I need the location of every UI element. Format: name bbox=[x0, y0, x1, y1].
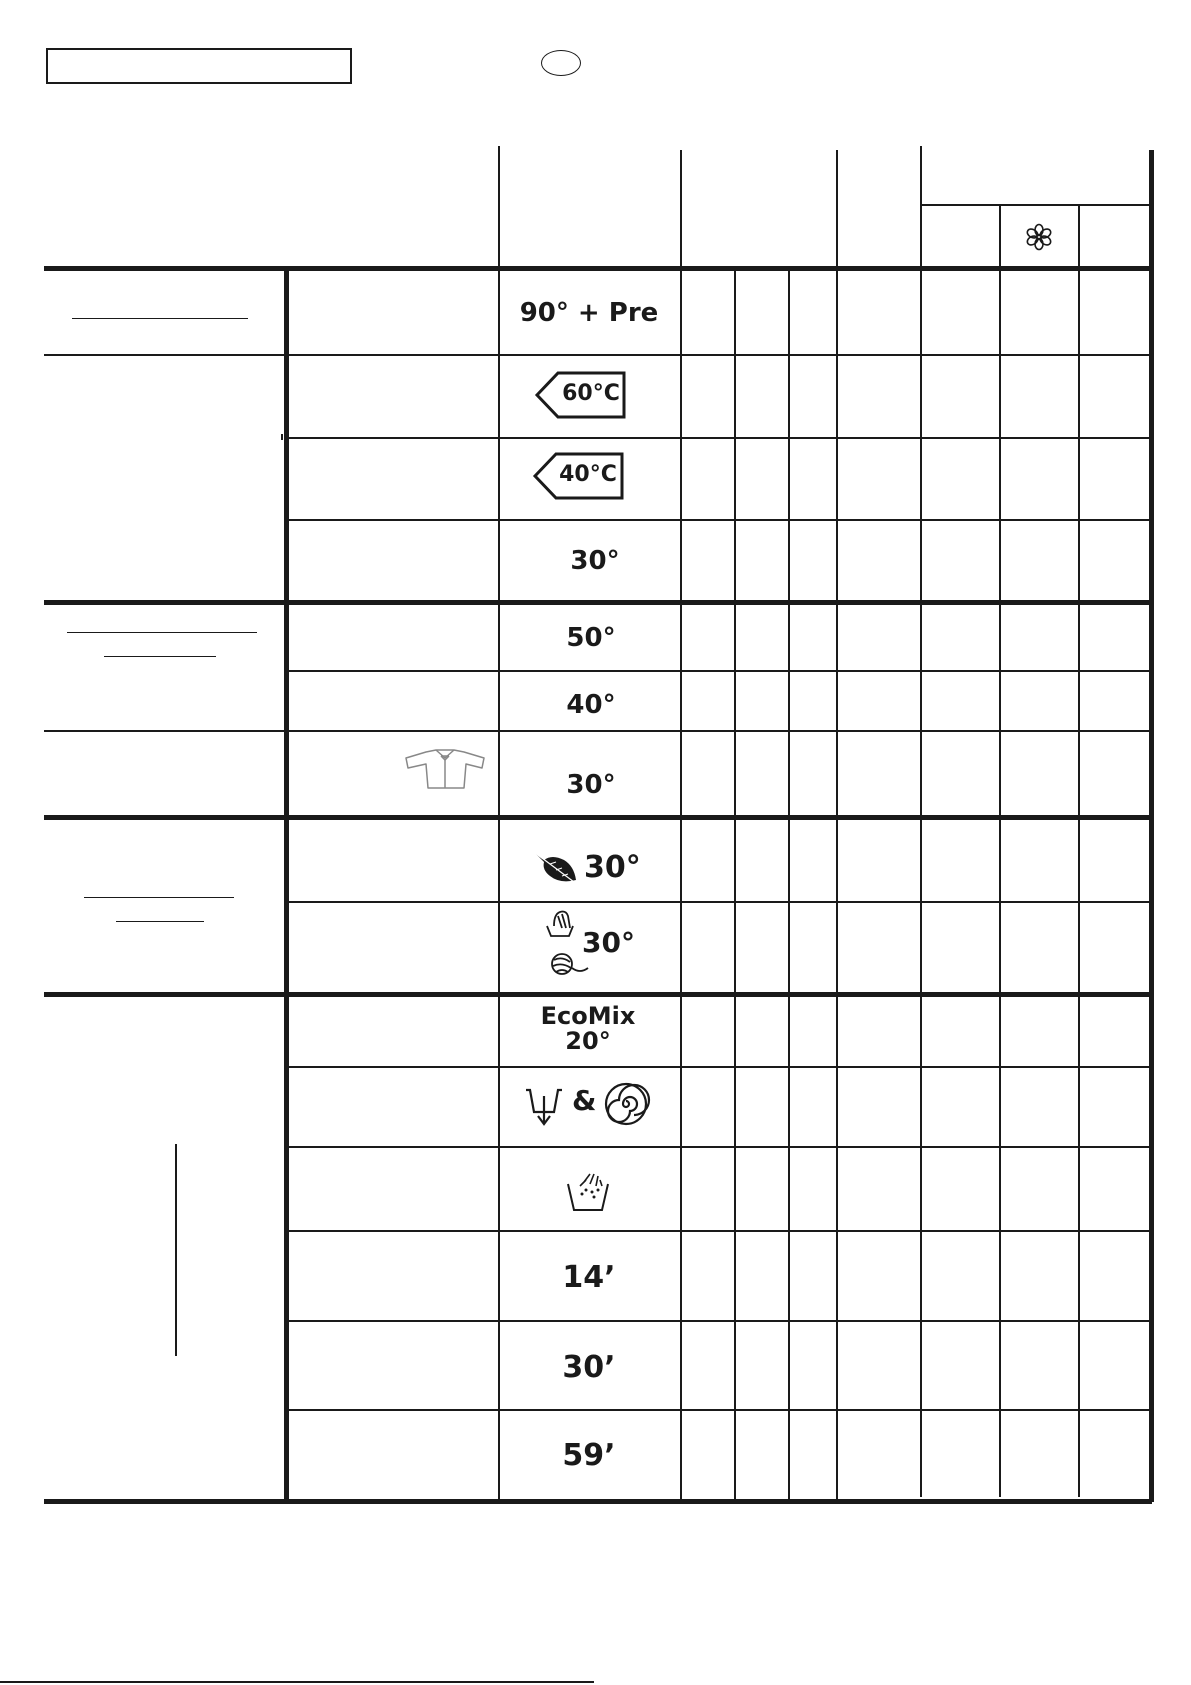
programme-rapid-14 bbox=[498, 1260, 680, 1295]
row-rule bbox=[287, 1230, 1152, 1232]
row-rule bbox=[287, 1146, 1152, 1148]
category-underline bbox=[84, 897, 234, 898]
group-rule-1 bbox=[44, 600, 1152, 605]
header-sub-rule bbox=[920, 204, 1152, 206]
row-rule bbox=[287, 670, 1152, 672]
row-rule bbox=[287, 1320, 1152, 1322]
column-divider bbox=[920, 146, 922, 1497]
category-underline bbox=[104, 656, 216, 657]
programme-label: 50° bbox=[566, 623, 616, 653]
programme-cotton-30 bbox=[504, 546, 686, 576]
programme-rapid-59 bbox=[498, 1438, 680, 1473]
programme-label: 59’ bbox=[562, 1438, 616, 1473]
title-box bbox=[46, 48, 352, 84]
row-rule bbox=[287, 1409, 1152, 1411]
table-right-border bbox=[1149, 150, 1154, 1502]
drain-and-spin-ampersand bbox=[572, 1084, 596, 1117]
column-divider bbox=[999, 204, 1001, 1497]
row-rule bbox=[287, 1066, 1152, 1068]
programme-label-line2: 20° bbox=[565, 1027, 611, 1055]
programme-rapid-30 bbox=[498, 1350, 680, 1385]
category-underline bbox=[72, 318, 248, 319]
programme-handwash-wool-30 bbox=[582, 926, 635, 959]
programme-label: & bbox=[572, 1084, 597, 1117]
category-column-divider bbox=[284, 268, 289, 1502]
programme-label: 90° + Pre bbox=[519, 298, 659, 328]
programme-delicates-30 bbox=[584, 850, 641, 885]
programme-label: 30° bbox=[582, 926, 635, 959]
programme-label: 40°C bbox=[559, 462, 617, 487]
programme-cotton-40-eco bbox=[553, 462, 623, 487]
group-rule-3 bbox=[44, 992, 1152, 997]
language-badge bbox=[541, 50, 581, 76]
rinse-icon bbox=[564, 1170, 612, 1212]
category-underline bbox=[116, 921, 204, 922]
category-underline bbox=[67, 632, 257, 633]
programme-label-line1: EcoMix bbox=[540, 1002, 636, 1030]
programme-label: 14’ bbox=[562, 1260, 616, 1295]
row-rule bbox=[287, 519, 1152, 521]
programme-label: 30° bbox=[584, 850, 641, 885]
programme-shirts-30 bbox=[500, 770, 682, 800]
footer-rule bbox=[0, 1681, 594, 1683]
shirt-icon bbox=[404, 748, 486, 790]
programme-cotton-90-prewash bbox=[498, 298, 680, 328]
programme-label: 40° bbox=[566, 690, 616, 720]
programme-label: 60°C bbox=[562, 381, 620, 406]
programme-synthetic-40 bbox=[500, 690, 682, 720]
column-divider bbox=[734, 268, 736, 1501]
column-divider bbox=[680, 150, 682, 1501]
column-divider bbox=[836, 150, 838, 1501]
group-rule-2 bbox=[44, 815, 1152, 820]
programme-ecomix-20 bbox=[500, 1004, 676, 1054]
column-divider bbox=[1078, 204, 1080, 1497]
row-rule bbox=[44, 730, 1152, 732]
programme-cotton-60-eco bbox=[556, 381, 626, 406]
programme-label: 30° bbox=[570, 546, 620, 576]
row-rule bbox=[287, 901, 1152, 903]
table-bottom-rule bbox=[44, 1499, 1152, 1504]
column-divider bbox=[788, 268, 790, 1501]
feather-icon bbox=[530, 848, 580, 888]
programme-label: 30’ bbox=[562, 1350, 616, 1385]
row-rule bbox=[287, 437, 1152, 439]
category-tick bbox=[281, 434, 283, 440]
programme-synthetic-50 bbox=[500, 623, 682, 653]
column-divider bbox=[498, 146, 500, 1501]
table-top-rule bbox=[44, 266, 1152, 271]
programme-label: 30° bbox=[566, 770, 616, 800]
flower-icon bbox=[1024, 222, 1054, 252]
row-rule bbox=[44, 354, 1152, 356]
category-bracket-line bbox=[175, 1144, 177, 1356]
